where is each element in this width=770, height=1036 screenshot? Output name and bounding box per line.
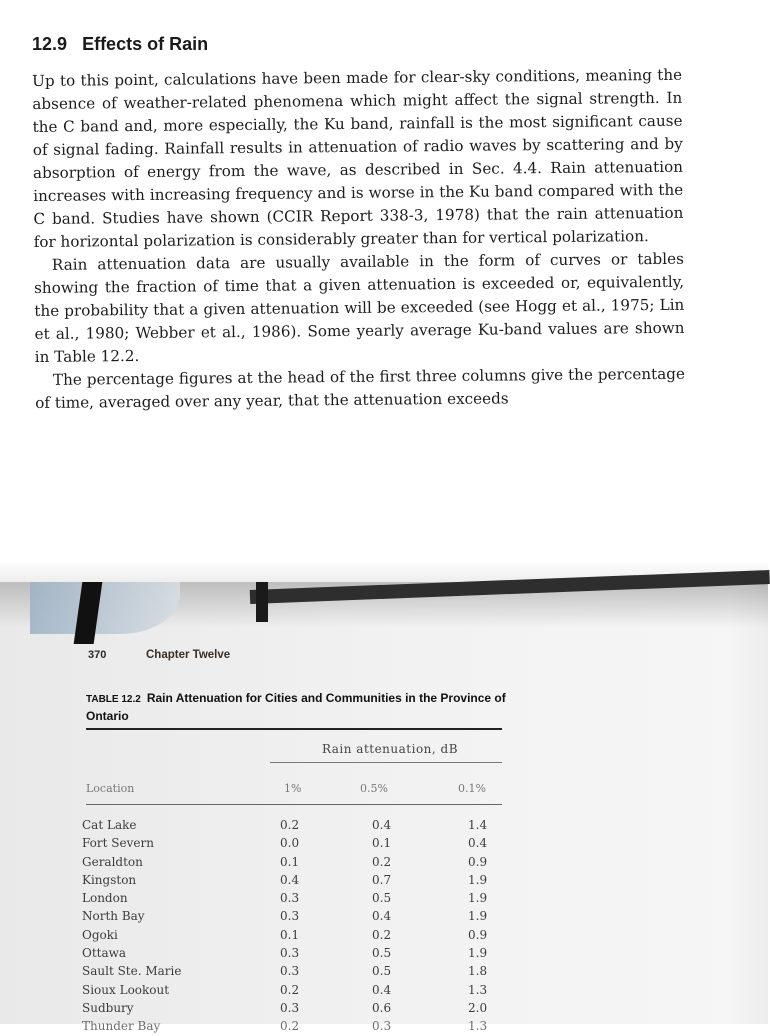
table-body [82,816,522,1036]
cell-05pct: 0.5 [372,891,392,906]
cell-location: Kingston [82,872,137,887]
cell-01pct: 0.9 [468,927,488,942]
cell-1pct: 0.3 [280,946,300,961]
cell-1pct: 0.2 [280,818,300,832]
cell-01pct: 2.0 [468,1000,488,1015]
section-title: Effects of Rain [82,34,209,54]
cell-01pct: 1.3 [468,982,488,997]
section-heading [32,34,208,55]
cell-location: London [82,891,128,906]
cell-05pct: 0.5 [372,964,392,979]
table-caption [86,690,516,724]
cell-01pct: 1.9 [468,909,488,924]
table-row [82,834,522,852]
cell-location: Sault Ste. Marie [82,964,182,979]
cell-05pct: 0.5 [372,946,392,961]
table-row [82,999,522,1017]
cell-location: Sudbury [82,1000,134,1015]
table-row [82,944,522,962]
cell-01pct: 0.4 [468,836,488,851]
cell-05pct: 0.3 [372,1019,392,1034]
cell-05pct: 0.6 [372,1000,392,1015]
table-span-rule [270,762,502,763]
cell-01pct: 0.9 [468,854,488,869]
cell-01pct: 1.9 [468,946,488,961]
cell-1pct: 0.1 [280,854,300,869]
cell-1pct: 0.2 [280,982,300,997]
cell-01pct: 1.4 [468,818,488,832]
table-row [82,907,522,925]
table-caption-text: Rain Attenuation for Cities and Communities in the Province of Ontario [86,691,506,723]
cell-location: Geraldton [82,854,143,869]
paragraph-3: The percentage figures at the head of the first three columns give the percentage of time, averaged over any year, that the attenuation exceeds [35,364,686,412]
cell-location: Ottawa [82,946,127,961]
page-number: 370 [88,649,107,661]
cell-05pct: 0.2 [372,927,392,942]
table-row [82,871,522,889]
table-span-header: Rain attenuation, dB [321,742,459,756]
table-label: TABLE 12.2 [86,694,141,705]
column-header-1pct: 1% [284,782,302,795]
table-row [82,816,522,834]
table-row [82,962,522,980]
paragraph-1: Up to this point, calculations have been made for clear-sky conditions, meaning the absence of weather-related phenomena which might affect the signal strength. In the C band and, more especially, the Ku band, rainfall is the most significant cause of signal fading. Rainfall results in attenuation of radio waves by scattering and by absorption of energy from the wave, as described in Sec. 4.4. Rain attenuation increases with increasing frequency and is worse in the Ku band compared with the C band. Studies have shown (CCIR Report 338-3, 1978) that the rain attenuation for horizontal polarization is considerably greater than for vertical polarization. [32,65,684,251]
chapter-title: Chapter Twelve [146,649,231,661]
table-row [82,981,522,999]
column-header-01pct: 0.1% [458,782,486,795]
cell-1pct: 0.4 [280,872,300,887]
lower-page [0,582,768,1034]
table-row [82,926,522,944]
cell-01pct: 1.9 [468,872,488,887]
cell-location: North Bay [82,909,145,924]
paragraph-2: Rain attenuation data are usually available in the form of curves or tables showing the fraction of time that a given attenuation is exceeded or, equivalently, the probability that a given attenuation will be exceeded (see Hogg et al., 1975; Lin et al., 1980; Webber et al., 1986). Some yearly average Ku-band values are shown in Table 12.2. [34,249,685,366]
cell-1pct: 0.3 [280,891,300,906]
cell-1pct: 0.3 [280,964,300,979]
body-text [32,64,685,415]
cell-05pct: 0.4 [372,909,392,924]
table-rule-mid [86,804,502,805]
binder-post-right [256,582,268,622]
table-row [82,889,522,907]
table-row [82,853,522,871]
cell-1pct: 0.3 [280,1000,300,1015]
cell-location: Fort Severn [82,836,154,851]
table-row [82,1017,522,1035]
column-header-05pct: 0.5% [360,782,388,795]
cell-05pct: 0.2 [372,854,392,869]
cell-1pct: 0.0 [280,836,300,851]
cell-05pct: 0.4 [372,818,392,832]
table-rule-top [86,728,502,730]
cell-1pct: 0.2 [280,1019,300,1034]
cell-01pct: 1.9 [468,891,488,906]
cell-location: Sioux Lookout [82,982,170,997]
cell-1pct: 0.1 [280,927,300,942]
cell-01pct: 1.3 [468,1019,488,1034]
page-edge-shadow [728,582,768,1024]
column-header-location: Location [86,782,135,795]
cell-1pct: 0.3 [280,909,300,924]
cell-location: Ogoki [82,927,118,942]
section-number: 12.9 [32,34,68,54]
cell-05pct: 0.7 [372,872,392,887]
cell-05pct: 0.4 [372,982,392,997]
cell-01pct: 1.8 [468,964,488,979]
cell-location: Thunder Bay [82,1019,161,1034]
cell-05pct: 0.1 [372,836,392,851]
cell-location: Cat Lake [82,818,137,832]
